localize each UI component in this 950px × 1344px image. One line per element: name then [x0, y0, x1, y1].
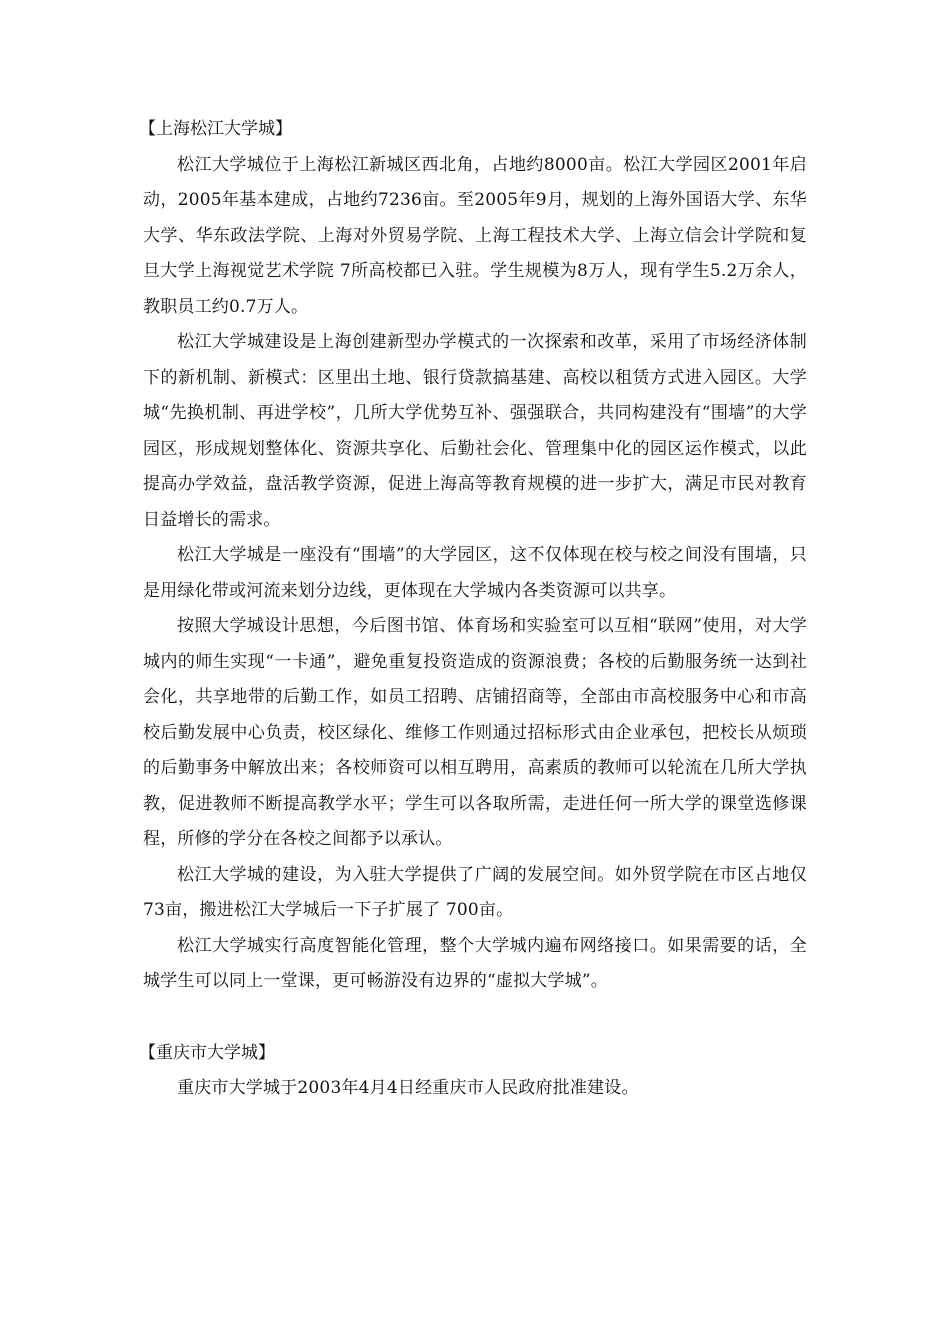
document-page: [139, 112, 807, 1107]
paragraph: 松江大学城位于上海松江新城区西北角，占地约8000亩。松江大学园区2001年启动，2005年基本建成，占地约7236亩。至2005年9月，规划的上海外国语大学、东华大学、华东政法学院、上海对外贸易学院、上海工程技术大学、上海立信会计学院和复旦大学上海视觉艺术学院 7所高校都已入驻。学生规模为8万人，现有学生5.2万余人，教职员工约0.7万人。: [143, 154, 807, 317]
paragraph: 按照大学城设计思想，今后图书馆、体育场和实验室可以互相“联网”使用，对大学城内的师生实现“一卡通”，避免重复投资造成的资源浪费；各校的后勤服务统一达到社会化，共享地带的后勤工作，如员工招聘、店铺招商等，全部由市高校服务中心和市高校后勤发展中心负责，校区绿化、维修工作则通过招标形式由企业承包，把校长从烦琐的后勤事务中解放出来；各校师资可以相互聘用，高素质的教师可以轮流在几所大学执教，促进教师不断提高教学水平；学生可以各取所需，走进任何一所大学的课堂选修课程，所修的学分在各校之间都予以承认。: [143, 616, 807, 849]
section-chongqing: [139, 1036, 807, 1107]
paragraph: 松江大学城建设是上海创建新型办学模式的一次探索和改革，采用了市场经济体制下的新机制、新模式：区里出土地、银行贷款搞基建、高校以租赁方式进入园区。大学城“先换机制、再进学校”，几所大学优势互补、强强联合，共同构建没有“围墙”的大学园区，形成规划整体化、资源共享化、后勤社会化、管理集中化的园区运作模式，以此提高办学效益，盘活教学资源，促进上海高等教育规模的进一步扩大，满足市民对教育日益增长的需求。: [143, 332, 807, 530]
paragraph: 重庆市大学城于2003年4月4日经重庆市人民政府批准建设。: [177, 1078, 639, 1098]
section-heading: 【上海松江大学城】: [139, 119, 292, 139]
section-shanghai-songjiang: [139, 112, 807, 1000]
paragraph: 松江大学城的建设，为入驻大学提供了广阔的发展空间。如外贸学院在市区占地仅73亩，搬进松江大学城后一下子扩展了 700亩。: [143, 864, 807, 920]
paragraph: 松江大学城是一座没有“围墙”的大学园区，这不仅体现在校与校之间没有围墙，只是用绿化带或河流来划分边线，更体现在大学城内各类资源可以共享。: [143, 545, 807, 601]
section-heading: 【重庆市大学城】: [139, 1042, 275, 1063]
paragraph: 松江大学城实行高度智能化管理，整个大学城内遍布网络接口。如果需要的话，全城学生可以同上一堂课，更可畅游没有边界的“虚拟大学城”。: [143, 935, 807, 991]
